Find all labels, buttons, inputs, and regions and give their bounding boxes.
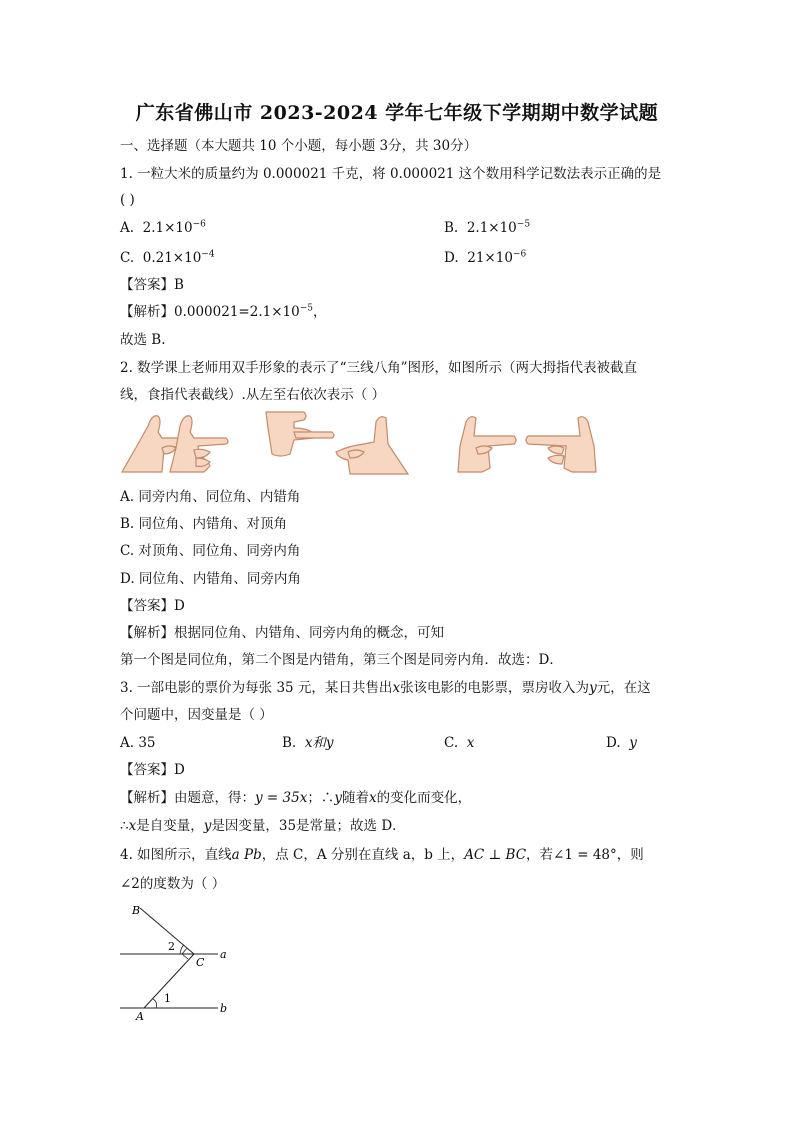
q3-option-d: D. y [606, 735, 637, 751]
q3-option-c: C. x [444, 735, 475, 751]
q4-stem-line1: 4. 如图所示，直线a Pb，点 C，A 分别在直线 a，b 上，AC ⊥ BC，若∠1 = 48°，则 [120, 847, 644, 863]
q2-analysis-line2: 第一个图是同位角，第二个图是内错角，第三个图是同旁内角．故选：D． [120, 652, 563, 668]
label-c-point: C [196, 956, 205, 969]
q2-analysis-line1: 【解析】根据同位角、内错角、同旁内角的概念，可知 [120, 625, 444, 641]
q2-stem-line1: 2. 数学课上老师用双手形象的表示了“三线八角”图形，如图所示（两大拇指代表被截直 [120, 360, 637, 376]
label-line-b: b [220, 1002, 228, 1015]
hand-pair-3 [458, 417, 596, 472]
segment-bc [140, 908, 194, 954]
q4-stem-line2: ∠2的度数为（ ） [120, 876, 226, 892]
q3-answer: 【答案】D [120, 762, 185, 778]
label-line-a: a [220, 948, 227, 961]
q2-option-b: B. 同位角、内错角、对顶角 [120, 516, 288, 532]
label-b-point: B [132, 904, 141, 917]
q3-stem-line1: 3. 一部电影的票价为每张 35 元，某日共售出x张该电影的电影票，票房收入为y元，在这 [120, 680, 651, 696]
label-angle-1: 1 [164, 992, 171, 1005]
label-angle-2: 2 [168, 940, 175, 953]
q1-option-b: B. $2.1\times 10^{-5}$ [444, 219, 531, 236]
q1-answer: 【答案】B [120, 277, 184, 293]
page-title: 广东省佛山市 2023-2024 学年七年级下学期期中数学试题 [135, 102, 659, 124]
parallel-lines-figure [118, 900, 238, 1025]
q1-option-d: D. $21\times 10^{-6}$ [444, 249, 527, 266]
q2-option-c: C. 对顶角、同位角、同旁内角 [120, 543, 301, 559]
section-heading: 一、选择题（本大题共 10 个小题，每小题 3分，共 30分） [120, 138, 478, 154]
q1-option-c: C. $0.21\times 10^{-4}$ [120, 249, 215, 266]
q1-stem: 1. 一粒大米的质量约为 0.000021 千克，将 0.000021 这个数用科学记数法表示正确的是 [120, 166, 662, 182]
q1-conclusion: 故选 B. [120, 332, 166, 348]
q3-analysis-line2: ∴x是自变量，y是因变量，35是常量；故选 D． [120, 818, 406, 834]
label-a-point: A [136, 1010, 144, 1023]
hand-pair-1 [122, 416, 228, 472]
q3-option-b: B. x和y [282, 735, 334, 751]
q1-analysis: 【解析】$0.000021=2.1\times 10^{-5}$， [120, 303, 327, 320]
q2-stem-line2: 线，食指代表截线）.从左至右依次表示（ ） [120, 387, 386, 403]
q2-option-a: A. 同旁内角、同位角、内错角 [120, 489, 301, 505]
q1-paren: ( ) [120, 192, 135, 208]
q1-option-a: A. $2.1\times 10^{-6}$ [120, 219, 206, 236]
q3-option-a: A. 35 [120, 735, 156, 751]
hands-figure [118, 408, 618, 480]
hand-pair-2 [266, 412, 408, 474]
q3-analysis-line1: 【解析】由题意，得：y = 35x；∴y随着x的变化而变化， [120, 790, 472, 806]
angle-1-arc [153, 999, 157, 1008]
q2-option-d: D. 同位角、内错角、同旁内角 [120, 571, 301, 587]
q2-answer: 【答案】D [120, 598, 185, 614]
q3-stem-line2: 个问题中，因变量是（ ） [120, 707, 273, 723]
